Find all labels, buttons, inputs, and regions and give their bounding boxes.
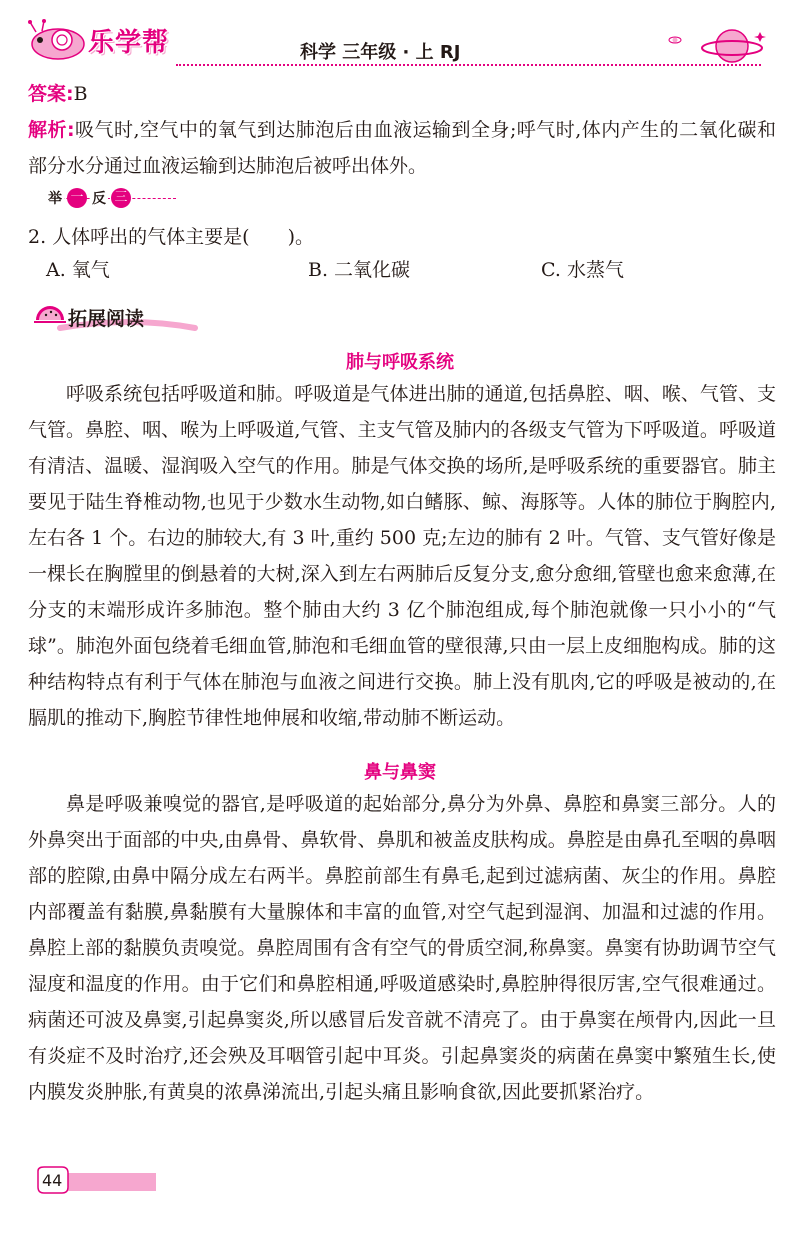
answer-colon: : bbox=[66, 83, 74, 105]
section-body-nose: 鼻是呼吸兼嗅觉的器官,是呼吸道的起始部分,鼻分为外鼻、鼻腔和鼻窦三部分。人的外鼻突出于面部的中央,由鼻骨、鼻软骨、鼻肌和被盖皮肤构成。鼻腔是由鼻孔至咽的鼻咽部的腔隙,由鼻中隔分成左右两半。鼻腔前部生有鼻毛,起到过滤病菌、灰尘的作用。鼻腔内部覆盖有黏膜,鼻黏膜有大量腺体和丰富的血管,对空气起到湿润、加温和过滤的作用。鼻腔上部的黏膜负责嗅觉。鼻腔周围有含有空气的骨质空洞,称鼻窦。鼻窦有协助调节空气湿度和温度的作用。由于它们和鼻腔相通,呼吸道感染时,鼻腔肿得很厉害,空气很难通过。病菌还可波及鼻窦,引起鼻窦炎,所以感冒后发音就不清亮了。由于鼻窦在颅骨内,因此一旦有炎症不及时治疗,还会殃及耳咽管引起中耳炎。引起鼻窦炎的病菌在鼻窦中繁殖生长,使内膜发炎肿胀,有黄臭的浓鼻涕流出,引起头痛且影响食欲,因此要抓紧治疗。 bbox=[28, 793, 776, 1103]
analysis-label: 解析 bbox=[28, 119, 67, 141]
extended-reading-heading: 拓展阅读 bbox=[68, 308, 145, 330]
option-b: B. 二氧化碳 bbox=[308, 259, 411, 281]
analysis-colon: : bbox=[66, 119, 75, 141]
question-options bbox=[46, 255, 766, 285]
badge-circle1: 一 bbox=[67, 188, 87, 208]
planet-icon bbox=[660, 22, 770, 72]
course-header: 科学 三年级 · 上 RJ bbox=[300, 42, 461, 63]
badge-part2: 反 bbox=[90, 188, 108, 208]
answer-label: 答案 bbox=[28, 83, 67, 105]
analysis-text: 吸气时,空气中的氧气到达肺泡后由血液运输到全身;呼气时,体内产生的二氧化碳和部分水分通过血液运输到达肺泡后被呼出体外。 bbox=[28, 119, 776, 177]
section-title-lungs: 肺与呼吸系统 bbox=[346, 352, 454, 373]
option-a: A. 氧气 bbox=[46, 259, 110, 281]
option-c: C. 水蒸气 bbox=[541, 259, 624, 281]
answer-line bbox=[28, 76, 776, 112]
brand-logo-text: 乐学帮 bbox=[88, 28, 170, 58]
section-body-lungs: 呼吸系统包括呼吸道和肺。呼吸道是气体进出肺的通道,包括鼻腔、咽、喉、气管、支气管。鼻腔、咽、喉为上呼吸道,气管、主支气管及肺内的各级支气管为下呼吸道。呼吸道有清洁、温暖、湿润吸入空气的作用。肺是气体交换的场所,是呼吸系统的重要器官。肺主要见于陆生脊椎动物,也见于少数水生动物,如白鳍豚、鲸、海豚等。人体的肺位于胸腔内,左右各 1 个。右边的肺较大,有 3 叶,重约 500 克;左边的肺有 2 叶。气管、支气管好像是一棵长在胸膛里的倒悬着的大树,深入到左右两肺后反复分支,愈分愈细,管壁也愈来愈薄,在分支的末端形成许多肺泡。整个肺由大约 3 亿个肺泡组成,每个肺泡就像一只小小的“气球”。肺泡外面包绕着毛细血管,肺泡和毛细血管的壁很薄,只由一层上皮细胞构成。肺的这种结构特点有利于气体在肺泡与血液之间进行交换。肺上没有肌肉,它的呼吸是被动的,在膈肌的推动下,胸腔节律性地伸展和收缩,带动肺不断运动。 bbox=[28, 383, 776, 729]
section-title-nose: 鼻与鼻窦 bbox=[364, 762, 436, 783]
analysis-paragraph bbox=[28, 112, 776, 184]
answer-value: B bbox=[73, 83, 88, 105]
practice-badge bbox=[46, 186, 134, 210]
page-number: 44 bbox=[42, 1171, 63, 1190]
question-text: 2. 人体呼出的气体主要是( )。 bbox=[28, 226, 314, 248]
badge-circle2: 三 bbox=[111, 188, 131, 208]
badge-part1: 举 bbox=[46, 188, 64, 208]
